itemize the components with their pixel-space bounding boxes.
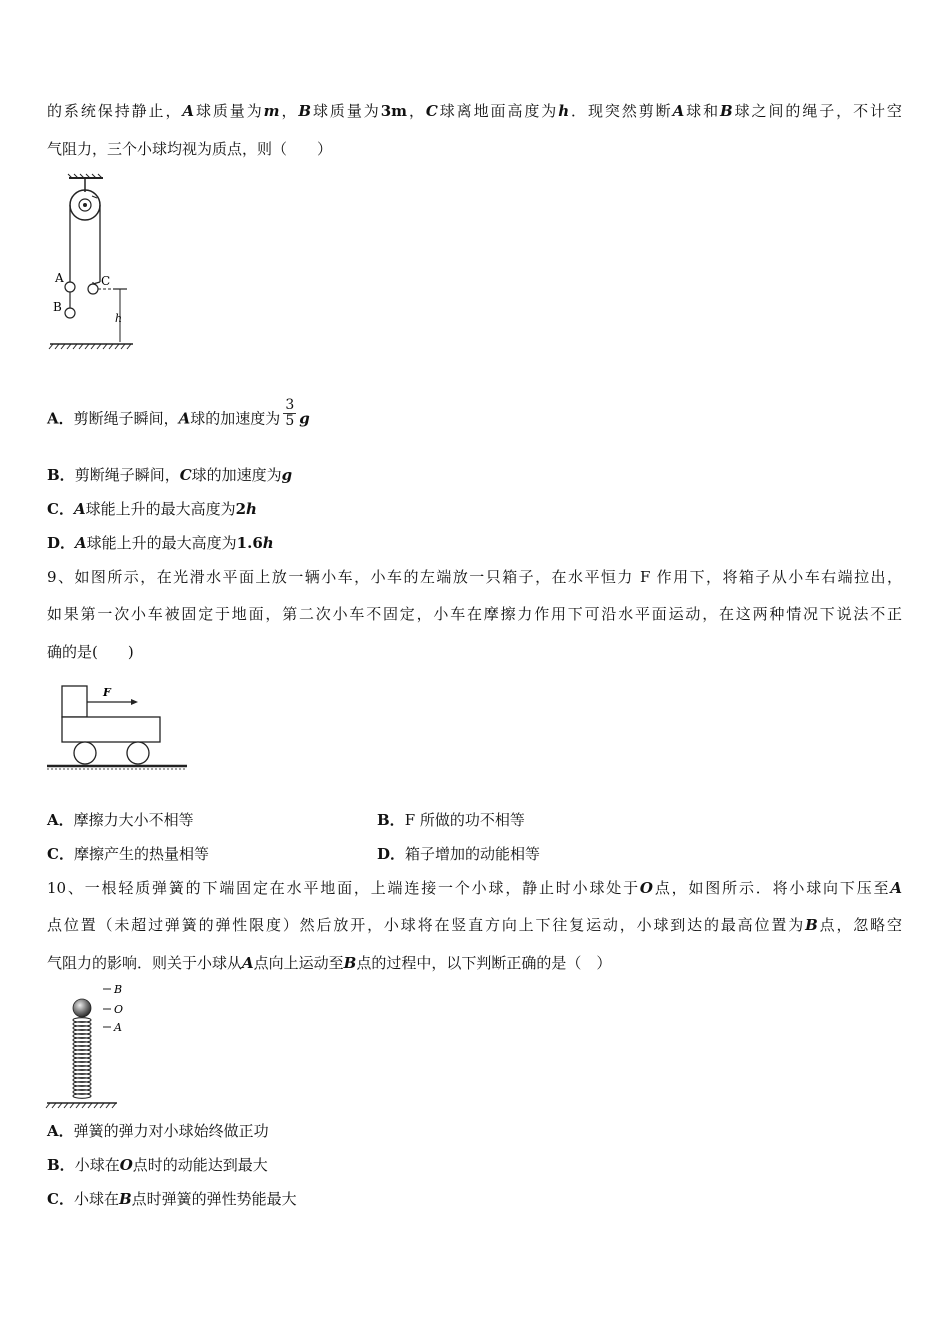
label-a: A [114, 1021, 122, 1034]
q8-stem-line-1: 的系统保持静止，A球质量为m，B球质量为3m，C球离地面高度为h．现突然剪断A球和B球之间的绳子，不计空 [47, 102, 902, 120]
q8-stem-line-2: 气阻力，三个小球均视为质点，则（ ） [47, 140, 333, 158]
ball [73, 999, 91, 1017]
label-b: B [114, 983, 123, 996]
label-h: h [115, 312, 123, 325]
label-b: B [53, 300, 62, 314]
q10-stem-line-1: 10、一根轻质弹簧的下端固定在水平地面，上端连接一个小球，静止时小球处于O点，如图所示．将小球向下压至A [47, 879, 902, 897]
q10-stem-line-2: 点位置（未超过弹簧的弹性限度）然后放开，小球将在竖直方向上下往复运动，小球到达的最高位置为B点，忽略空 [47, 916, 902, 934]
cart-diagram [45, 680, 195, 775]
spring [73, 1018, 91, 1099]
q10-option-a[interactable]: A．弹簧的弹力对小球始终做正功 [47, 1122, 269, 1140]
q9-stem-line-3: 确的是( ) [47, 643, 134, 661]
q9-option-b[interactable]: B．F 所做的功不相等 [377, 811, 525, 829]
q10-stem-line-3: 气阻力的影响．则关于小球从A点向上运动至B点的过程中，以下判断正确的是（ ） [47, 954, 612, 972]
force-label: F [103, 686, 111, 699]
label-a: A [55, 271, 64, 285]
q9-option-a[interactable]: A．摩擦力大小不相等 [47, 811, 194, 829]
q9-option-d[interactable]: D．箱子增加的动能相等 [377, 845, 541, 863]
pulley-diagram [45, 172, 145, 354]
spring-diagram [45, 980, 145, 1112]
q8-option-d[interactable]: D．A球能上升的最大高度为1.6h [47, 534, 274, 552]
q10-option-b[interactable]: B．小球在O点时的动能达到最大 [47, 1156, 268, 1174]
q9-stem-line-2: 如果第一次小车被固定于地面，第二次小车不固定，小车在摩擦力作用下可沿水平面运动，在这两种情况下说法不正 [47, 605, 902, 623]
q10-option-c[interactable]: C．小球在B点时弹簧的弹性势能最大 [47, 1190, 297, 1208]
q8-option-a[interactable]: A．剪断绳子瞬间，A球的加速度为 $\frac{3}{5}$ g [47, 397, 310, 429]
label-o: O [114, 1003, 124, 1016]
fraction: $\frac{3}{5}$ [285, 397, 295, 429]
q8-option-b[interactable]: B．剪断绳子瞬间，C球的加速度为g [47, 466, 293, 484]
q8-option-c[interactable]: C．A球能上升的最大高度为2h [47, 500, 257, 518]
q9-stem-line-1: 9、如图所示，在光滑水平面上放一辆小车，小车的左端放一只箱子，在水平恒力 F 作用下，将箱子从小车右端拉出， [47, 568, 902, 586]
label-c: C [101, 274, 111, 288]
q9-option-c[interactable]: C．摩擦产生的热量相等 [47, 845, 209, 863]
